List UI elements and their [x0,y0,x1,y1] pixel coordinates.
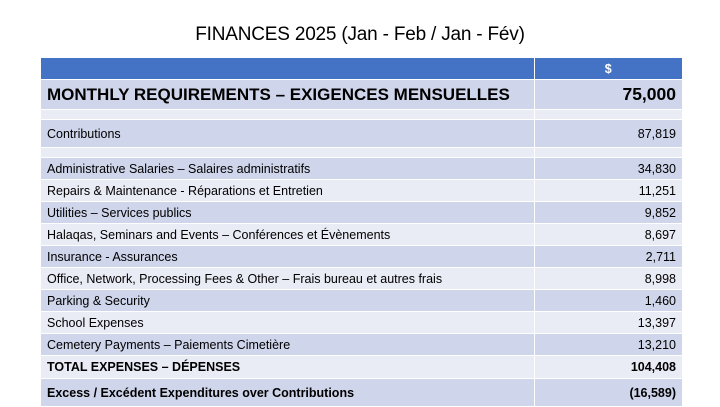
currency-header: $ [534,58,682,80]
table-row [41,202,682,224]
expense-label: Halaqas, Seminars and Events – Conférences et Évènements [41,224,534,246]
contributions-row [41,120,682,148]
total-expenses-value: 104,408 [534,356,682,379]
table-row [41,312,682,334]
contributions-value: 87,819 [534,120,682,148]
excess-row [41,379,682,407]
header-label-cell [41,58,534,80]
total-expenses-label: TOTAL EXPENSES – DÉPENSES [41,356,534,379]
expense-label: School Expenses [41,312,534,334]
expense-value: 34,830 [534,158,682,180]
excess-value: (16,589) [534,379,682,407]
table-row [41,246,682,268]
monthly-requirements-value: 75,000 [534,80,682,110]
table-row [41,180,682,202]
expense-label: Parking & Security [41,290,534,312]
expense-value: 11,251 [534,180,682,202]
table-row [41,334,682,356]
finances-table [41,58,682,407]
table-row [41,268,682,290]
expense-label: Insurance - Assurances [41,246,534,268]
total-expenses-row [41,356,682,379]
expense-label: Administrative Salaries – Salaires administratifs [41,158,534,180]
expense-value: 9,852 [534,202,682,224]
expense-label: Office, Network, Processing Fees & Other – Frais bureau et autres frais [41,268,534,290]
table-row [41,224,682,246]
table-row [41,158,682,180]
table-header-row [41,58,682,80]
expense-value: 13,397 [534,312,682,334]
expense-label: Cemetery Payments – Paiements Cimetière [41,334,534,356]
table-row [41,290,682,312]
expense-value: 13,210 [534,334,682,356]
expense-label: Utilities – Services publics [41,202,534,224]
spacer-row [41,148,682,158]
expense-value: 8,998 [534,268,682,290]
page-title: FINANCES 2025 (Jan - Feb / Jan - Fév) [195,24,525,45]
spacer-row [41,110,682,120]
monthly-requirements-label: MONTHLY REQUIREMENTS – EXIGENCES MENSUELLES [41,80,534,110]
expense-value: 2,711 [534,246,682,268]
expense-label: Repairs & Maintenance - Réparations et Entretien [41,180,534,202]
expense-value: 1,460 [534,290,682,312]
expense-value: 8,697 [534,224,682,246]
excess-label: Excess / Excédent Expenditures over Contributions [41,379,534,407]
monthly-requirements-row [41,80,682,110]
contributions-label: Contributions [41,120,534,148]
